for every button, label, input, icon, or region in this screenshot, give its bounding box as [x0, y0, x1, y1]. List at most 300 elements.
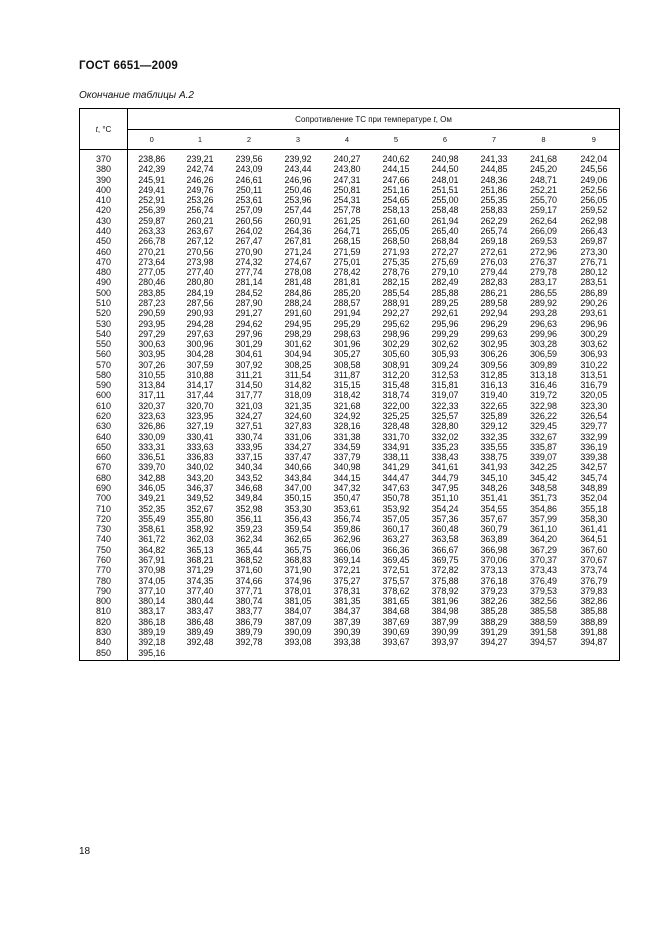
resistance-cell: 283,17: [530, 277, 557, 288]
resistance-cell: 299,63: [480, 328, 508, 339]
resistance-cell: 285,54: [382, 287, 410, 298]
resistance-cell: 271,59: [333, 246, 361, 257]
resistance-cell: 374,35: [186, 575, 214, 586]
resistance-cell: 305,60: [382, 349, 410, 360]
temperature-cell: 670: [80, 462, 128, 472]
resistance-cell: 332,99: [569, 432, 620, 442]
resistance-cell: 323,63: [138, 411, 166, 422]
resistance-cell: 296,29: [480, 318, 508, 329]
resistance-cell: 366,98: [480, 544, 508, 555]
resistance-cell: 293,61: [569, 308, 620, 318]
resistance-cell: 298,29: [284, 328, 312, 339]
resistance-cell: 381,65: [382, 596, 410, 607]
resistance-cell: 332,35: [480, 431, 508, 442]
temperature-cell: 790: [80, 586, 128, 596]
resistance-cell: 275,01: [333, 256, 361, 267]
resistance-cell: 347,95: [431, 483, 459, 493]
resistance-cell: 329,45: [530, 421, 557, 432]
resistance-cell: 389,79: [235, 626, 263, 637]
resistance-cell: 268,50: [382, 236, 410, 247]
table-row: [80, 339, 620, 349]
resistance-cell: 341,61: [431, 462, 459, 473]
resistance-cell: 294,28: [186, 318, 214, 329]
resistance-cell: 336,51: [138, 452, 166, 463]
resistance-cell: 377,10: [138, 585, 166, 596]
digit-column-header: 4: [323, 130, 372, 150]
resistance-cell: 253,96: [284, 195, 312, 206]
resistance-cell: 327,83: [284, 421, 312, 432]
resistance-cell: 260,91: [284, 215, 312, 226]
resistance-table: [79, 108, 620, 661]
resistance-cell: 331,38: [333, 431, 361, 442]
resistance-cell: 319,40: [480, 390, 508, 401]
resistance-cell: 355,80: [186, 513, 214, 524]
resistance-cell: 260,21: [186, 215, 214, 226]
resistance-cell: 309,89: [530, 359, 557, 370]
resistance-cell: 370,98: [138, 565, 166, 576]
temperature-cell: 380: [80, 164, 128, 174]
resistance-cell: 308,25: [284, 359, 312, 370]
temperature-cell: 770: [80, 565, 128, 575]
resistance-cell: 381,05: [284, 596, 312, 607]
resistance-cell: 319,72: [530, 390, 557, 401]
temperature-cell: 710: [80, 504, 128, 514]
resistance-cell: 385,58: [530, 606, 557, 617]
resistance-cell: 267,12: [186, 236, 214, 247]
resistance-cell: 363,27: [382, 534, 410, 545]
resistance-cell: 284,19: [186, 287, 214, 298]
table-row: [80, 473, 620, 483]
resistance-cell: 245,20: [530, 164, 557, 175]
resistance-cell: 254,65: [382, 195, 410, 206]
resistance-cell: 281,81: [333, 277, 361, 288]
resistance-cell: 328,80: [431, 421, 459, 432]
digit-column-header: 2: [225, 130, 274, 150]
resistance-cell: 358,61: [138, 524, 166, 535]
resistance-cell: 305,27: [333, 349, 361, 360]
resistance-cell: 315,48: [382, 380, 410, 391]
resistance-cell: 302,62: [431, 339, 459, 350]
resistance-cell: 343,52: [235, 472, 263, 483]
temperature-cell: 760: [80, 555, 128, 565]
resistance-cell: 336,19: [569, 442, 620, 452]
resistance-cell: [470, 648, 519, 661]
resistance-cell: 383,77: [235, 606, 263, 617]
resistance-cell: 373,13: [480, 565, 508, 576]
resistance-cell: 244,50: [431, 164, 459, 175]
digit-column-header: 7: [470, 130, 519, 150]
resistance-cell: 256,05: [569, 195, 620, 205]
digit-header-row: [80, 130, 620, 150]
table-row: [80, 185, 620, 195]
resistance-cell: 278,42: [333, 267, 361, 278]
resistance-cell: 268,15: [333, 236, 361, 247]
resistance-cell: 239,56: [235, 154, 263, 164]
resistance-header-post: , Ом: [435, 114, 452, 124]
table-row: [80, 329, 620, 339]
resistance-cell: 315,15: [333, 380, 361, 391]
resistance-cell: 387,39: [333, 616, 361, 627]
resistance-cell: 312,85: [480, 369, 508, 380]
resistance-cell: 280,46: [138, 277, 166, 288]
resistance-cell: 367,29: [530, 544, 557, 555]
resistance-cell: 310,22: [569, 360, 620, 370]
resistance-cell: 251,51: [431, 184, 459, 195]
resistance-cell: 277,05: [138, 267, 166, 278]
resistance-cell: 260,56: [235, 215, 263, 226]
table-row: [80, 370, 620, 380]
resistance-cell: 336,83: [186, 452, 214, 463]
resistance-cell: 304,94: [284, 349, 312, 360]
table-row: [80, 452, 620, 462]
resistance-cell: 328,16: [333, 421, 361, 432]
resistance-cell: 359,23: [235, 524, 263, 535]
standard-title: ГОСТ 6651—2009: [79, 60, 179, 72]
resistance-cell: 245,91: [138, 174, 166, 185]
resistance-cell: 301,29: [235, 339, 263, 350]
temperature-cell: 690: [80, 483, 128, 493]
resistance-cell: 387,09: [284, 616, 312, 627]
table-row: [80, 150, 620, 165]
resistance-cell: 282,83: [480, 277, 508, 288]
resistance-cell: 325,89: [480, 411, 508, 422]
resistance-cell: 301,62: [284, 339, 312, 350]
resistance-cell: 349,84: [235, 493, 263, 504]
resistance-cell: 289,25: [431, 297, 459, 308]
resistance-cell: 266,09: [530, 225, 557, 236]
resistance-cell: 391,29: [480, 626, 508, 637]
resistance-cell: 358,30: [569, 514, 620, 524]
resistance-cell: 290,26: [569, 298, 620, 308]
table-row: [80, 421, 620, 431]
temperature-cell: 540: [80, 329, 128, 339]
resistance-cell: 363,58: [431, 534, 459, 545]
resistance-cell: 350,78: [382, 493, 410, 504]
resistance-cell: 374,66: [235, 575, 263, 586]
resistance-cell: 340,02: [186, 462, 214, 473]
resistance-cell: 342,25: [530, 462, 557, 473]
resistance-cell: 246,61: [235, 174, 263, 185]
table-row: [80, 175, 620, 185]
temperature-cell: 470: [80, 257, 128, 267]
resistance-cell: 291,27: [235, 308, 263, 319]
resistance-cell: 257,09: [235, 205, 263, 216]
resistance-cell: 296,63: [530, 318, 557, 329]
temperature-cell: 450: [80, 236, 128, 246]
resistance-cell: 380,44: [186, 596, 214, 607]
resistance-cell: 317,11: [138, 390, 165, 401]
resistance-cell: 303,95: [138, 349, 166, 360]
resistance-cell: 289,92: [530, 297, 557, 308]
resistance-header-pre: Сопротивление ТС при температуре: [295, 114, 434, 124]
resistance-cell: 361,10: [530, 524, 557, 535]
temperature-cell: 730: [80, 524, 128, 534]
resistance-cell: [176, 648, 225, 661]
resistance-cell: 356,43: [284, 513, 312, 524]
temperature-column-header: [80, 109, 128, 150]
resistance-cell: 265,40: [431, 225, 459, 236]
temperature-cell: 530: [80, 319, 128, 329]
resistance-cell: 290,59: [138, 308, 166, 319]
resistance-cell: 333,95: [235, 441, 263, 452]
resistance-cell: 327,19: [186, 421, 214, 432]
resistance-cell: 359,54: [284, 524, 312, 535]
digit-column-header: 9: [569, 130, 620, 150]
temperature-cell: 660: [80, 452, 128, 462]
resistance-cell: 381,35: [333, 596, 361, 607]
temperature-cell: 590: [80, 380, 128, 390]
resistance-cell: 269,87: [569, 236, 620, 246]
resistance-cell: 364,82: [138, 544, 166, 555]
resistance-cell: 321,03: [235, 400, 263, 411]
resistance-cell: 350,47: [333, 493, 361, 504]
resistance-cell: 292,27: [382, 308, 410, 319]
table-body: [80, 150, 620, 661]
temperature-cell: 630: [80, 421, 128, 431]
resistance-cell: 287,56: [186, 297, 214, 308]
resistance-cell: 388,59: [530, 616, 557, 627]
resistance-cell: 314,50: [235, 380, 263, 391]
resistance-cell: 273,30: [569, 247, 620, 257]
resistance-cell: 287,90: [235, 297, 263, 308]
resistance-cell: 311,87: [333, 369, 361, 380]
resistance-cell: 339,70: [138, 462, 166, 473]
resistance-cell: 275,35: [382, 256, 410, 267]
resistance-cell: 301,96: [333, 339, 361, 350]
resistance-cell: 369,14: [333, 554, 361, 565]
resistance-cell: 242,04: [569, 150, 620, 165]
resistance-cell: 257,78: [333, 205, 361, 216]
resistance-cell: 378,01: [284, 585, 312, 596]
resistance-cell: 309,56: [480, 359, 508, 370]
resistance-cell: 259,52: [569, 205, 620, 215]
resistance-cell: 256,74: [186, 205, 214, 216]
resistance-cell: 294,95: [284, 318, 312, 329]
resistance-cell: 392,48: [186, 637, 214, 648]
table-row: [80, 483, 620, 493]
resistance-cell: 314,17: [186, 380, 214, 391]
resistance-cell: 255,35: [480, 195, 508, 206]
resistance-cell: 371,90: [284, 565, 312, 576]
resistance-cell: 334,27: [284, 441, 312, 452]
resistance-cell: 310,55: [138, 369, 166, 380]
resistance-cell: 262,29: [480, 215, 508, 226]
resistance-cell: 372,21: [333, 565, 361, 576]
table-row: [80, 267, 620, 277]
resistance-cell: 282,49: [431, 277, 459, 288]
resistance-cell: 382,26: [480, 596, 508, 607]
resistance-cell: 364,20: [530, 534, 557, 545]
resistance-cell: 371,60: [235, 565, 263, 576]
resistance-cell: 354,24: [431, 503, 459, 514]
resistance-cell: 290,93: [186, 308, 214, 319]
table-row: [80, 493, 620, 503]
resistance-cell: 248,36: [480, 174, 508, 185]
table-row: [80, 627, 620, 637]
resistance-cell: 267,81: [284, 236, 312, 247]
resistance-cell: 334,59: [333, 441, 361, 452]
resistance-cell: 243,44: [284, 164, 312, 175]
page-number: 18: [79, 846, 91, 857]
resistance-cell: 273,64: [138, 256, 166, 267]
resistance-cell: 306,26: [480, 349, 508, 360]
resistance-cell: 281,14: [235, 277, 263, 288]
resistance-cell: 329,12: [480, 421, 508, 432]
resistance-cell: 297,29: [138, 328, 166, 339]
resistance-cell: 392,18: [138, 637, 166, 648]
resistance-cell: 393,38: [333, 637, 361, 648]
resistance-cell: 326,86: [138, 421, 166, 432]
resistance-cell: 373,74: [569, 565, 620, 575]
table-row: [80, 247, 620, 257]
resistance-cell: 306,59: [530, 349, 557, 360]
resistance-cell: 365,44: [235, 544, 263, 555]
temperature-cell: 780: [80, 576, 128, 586]
resistance-cell: 255,70: [530, 195, 557, 206]
resistance-cell: 322,65: [480, 400, 508, 411]
resistance-cell: 242,39: [138, 164, 166, 175]
table-row: [80, 226, 620, 236]
resistance-cell: 276,03: [480, 256, 508, 267]
resistance-cell: 320,05: [569, 390, 620, 400]
table-row: [80, 380, 620, 390]
resistance-cell: 256,39: [138, 205, 166, 216]
resistance-cell: 325,25: [382, 411, 410, 422]
resistance-cell: 296,96: [569, 319, 620, 329]
resistance-cell: 258,13: [382, 205, 410, 216]
resistance-cell: 353,30: [284, 503, 312, 514]
resistance-cell: 327,51: [235, 421, 263, 432]
resistance-cell: 309,24: [431, 359, 459, 370]
resistance-cell: 348,58: [530, 483, 557, 493]
resistance-cell: 324,27: [235, 411, 263, 422]
table-row: [80, 432, 620, 442]
resistance-cell: 335,23: [431, 441, 459, 452]
resistance-cell: 293,95: [138, 318, 166, 329]
resistance-cell: 247,66: [382, 174, 410, 185]
resistance-cell: 313,18: [530, 369, 557, 380]
resistance-cell: 376,79: [569, 576, 620, 586]
resistance-cell: 298,63: [333, 328, 361, 339]
resistance-cell: 378,62: [382, 585, 410, 596]
resistance-cell: 381,96: [431, 596, 459, 607]
table-row: [80, 319, 620, 329]
resistance-cell: 239,21: [186, 154, 214, 164]
resistance-cell: 311,54: [284, 369, 312, 380]
table-row: [80, 555, 620, 565]
resistance-cell: 348,26: [480, 483, 508, 493]
resistance-cell: 269,18: [480, 236, 508, 247]
resistance-cell: 388,89: [569, 617, 620, 627]
resistance-cell: 393,08: [284, 637, 312, 648]
table-row: [80, 606, 620, 616]
digit-column-header: 1: [176, 130, 225, 150]
resistance-cell: 340,34: [235, 462, 263, 473]
resistance-cell: 287,23: [138, 297, 166, 308]
table-row: [80, 637, 620, 647]
resistance-cell: 376,49: [530, 575, 557, 586]
resistance-cell: 245,56: [569, 164, 620, 174]
resistance-cell: 241,33: [480, 154, 508, 164]
resistance-cell: 352,98: [235, 503, 263, 514]
resistance-cell: 308,91: [382, 359, 410, 370]
resistance-cell: 317,77: [235, 390, 263, 401]
table-row: [80, 390, 620, 400]
resistance-cell: 380,74: [235, 596, 263, 607]
temperature-cell: 480: [80, 267, 128, 277]
resistance-cell: 389,19: [138, 626, 166, 637]
resistance-cell: 280,12: [569, 267, 620, 277]
resistance-cell: 332,67: [530, 431, 557, 442]
resistance-cell: 308,58: [333, 359, 361, 370]
resistance-cell: 384,37: [333, 606, 361, 617]
resistance-cell: 243,80: [333, 164, 361, 175]
resistance-cell: 324,60: [284, 411, 312, 422]
resistance-cell: 317,44: [186, 390, 214, 401]
resistance-cell: 356,11: [235, 513, 263, 524]
resistance-cell: 346,68: [235, 483, 263, 493]
temperature-cell: 810: [80, 606, 128, 616]
resistance-cell: 376,18: [480, 575, 508, 586]
temperature-cell: 410: [80, 195, 128, 205]
resistance-cell: 295,62: [382, 318, 410, 329]
resistance-cell: 253,61: [235, 195, 263, 206]
resistance-cell: 379,23: [480, 585, 508, 596]
resistance-cell: 335,55: [480, 441, 508, 452]
resistance-cell: 385,88: [569, 606, 620, 616]
resistance-cell: 277,74: [235, 267, 263, 278]
resistance-cell: 248,01: [431, 174, 459, 185]
resistance-cell: 312,20: [382, 369, 410, 380]
resistance-cell: 293,28: [530, 308, 557, 319]
resistance-cell: 380,14: [138, 596, 166, 607]
resistance-cell: 345,74: [569, 473, 620, 483]
table-row: [80, 514, 620, 524]
digit-column-header: 3: [274, 130, 323, 150]
resistance-cell: 374,05: [138, 575, 166, 586]
temperature-cell: 560: [80, 349, 128, 359]
resistance-cell: 286,55: [530, 287, 557, 298]
resistance-cell: 307,59: [186, 359, 214, 370]
resistance-cell: 251,16: [382, 184, 410, 195]
resistance-cell: 262,64: [530, 215, 557, 226]
resistance-cell: 307,92: [235, 359, 263, 370]
temperature-cell: 840: [80, 637, 128, 647]
resistance-cell: 278,76: [382, 267, 410, 278]
resistance-cell: 239,92: [284, 154, 312, 164]
resistance-cell: 386,79: [235, 616, 263, 627]
table-row: [80, 565, 620, 575]
resistance-cell: 370,67: [569, 555, 620, 565]
resistance-cell: 321,35: [284, 400, 312, 411]
temperature-cell: 390: [80, 175, 128, 185]
resistance-cell: 320,37: [138, 400, 166, 411]
resistance-cell: 366,36: [382, 544, 410, 555]
resistance-cell: 248,71: [530, 174, 557, 185]
resistance-cell: 277,40: [186, 267, 214, 278]
resistance-cell: 338,75: [480, 452, 508, 463]
resistance-cell: 357,99: [530, 513, 557, 524]
resistance-cell: 389,49: [186, 626, 214, 637]
resistance-cell: 326,54: [569, 411, 620, 421]
resistance-cell: 312,53: [431, 369, 459, 380]
digit-column-header: 0: [128, 130, 176, 150]
resistance-cell: 340,98: [333, 462, 361, 473]
resistance-cell: 391,58: [530, 626, 557, 637]
resistance-cell: 272,27: [431, 246, 459, 257]
temperature-cell: 800: [80, 596, 128, 606]
resistance-cell: 240,27: [333, 154, 361, 164]
